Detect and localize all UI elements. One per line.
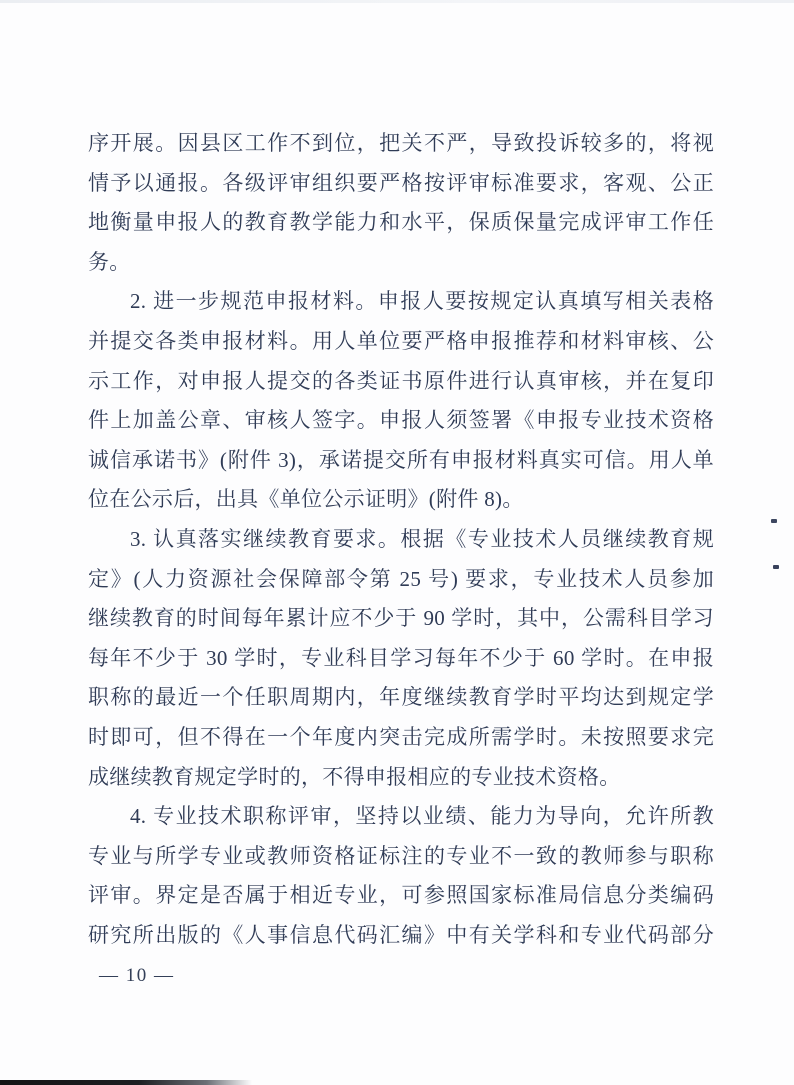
text-line: 务。 <box>88 249 131 274</box>
text-line: 示工作，对申报人提交的各类证书原件进行认真审核，并在复印 <box>88 368 714 393</box>
paragraph <box>88 520 714 797</box>
text-line: 研究所出版的《人事信息代码汇编》中有关学科和专业代码部分 <box>88 922 714 947</box>
scan-edge-bottom-artifact <box>0 1080 252 1085</box>
document-body <box>88 124 714 955</box>
text-line: 职称的最近一个任职周期内，年度继续教育学时平均达到规定学 <box>88 685 714 710</box>
text-line: 诚信承诺书》(附件 3)，承诺提交所有申报材料真实可信。用人单 <box>88 447 714 472</box>
paragraph <box>88 797 714 955</box>
scan-mark-artifact <box>771 519 777 523</box>
text-line: 并提交各类申报材料。用人单位要严格申报推荐和材料审核、公 <box>88 328 714 353</box>
text-line: 2. 进一步规范申报材料。申报人要按规定认真填写相关表格 <box>130 289 714 314</box>
text-line: 4. 专业技术职称评审，坚持以业绩、能力为导向，允许所教 <box>130 804 714 829</box>
text-line: 3. 认真落实继续教育要求。根据《专业技术人员继续教育规 <box>130 526 714 551</box>
text-line: 件上加盖公章、审核人签字。申报人须签署《申报专业技术资格 <box>88 408 714 433</box>
text-line: 情予以通报。各级评审组织要严格按评审标准要求，客观、公正 <box>88 170 714 195</box>
text-line: 定》(人力资源社会保障部令第 25 号) 要求，专业技术人员参加 <box>88 566 714 591</box>
scan-mark-artifact <box>773 565 779 569</box>
scan-edge-top-artifact <box>0 0 794 3</box>
text-line: 位在公示后，出具《单位公示证明》(附件 8)。 <box>88 487 524 512</box>
text-line: 专业与所学专业或教师资格证标注的专业不一致的教师参与职称 <box>88 843 714 868</box>
paragraph <box>88 282 714 520</box>
text-line: 每年不少于 30 学时，专业科目学习每年不少于 60 学时。在申报 <box>88 645 714 670</box>
text-line: 继续教育的时间每年累计应不少于 90 学时，其中，公需科目学习 <box>88 606 714 631</box>
text-line: 地衡量申报人的教育教学能力和水平，保质保量完成评审工作任 <box>88 210 714 235</box>
text-line: 评审。界定是否属于相近专业，可参照国家标准局信息分类编码 <box>88 883 714 908</box>
text-line: 时即可，但不得在一个年度内突击完成所需学时。未按照要求完 <box>88 724 714 749</box>
paragraph <box>88 124 714 282</box>
text-line: 序开展。因县区工作不到位，把关不严，导致投诉较多的，将视 <box>88 131 714 155</box>
text-line: 成继续教育规定学时的，不得申报相应的专业技术资格。 <box>88 764 621 789</box>
page-number: — 10 — <box>99 965 175 986</box>
